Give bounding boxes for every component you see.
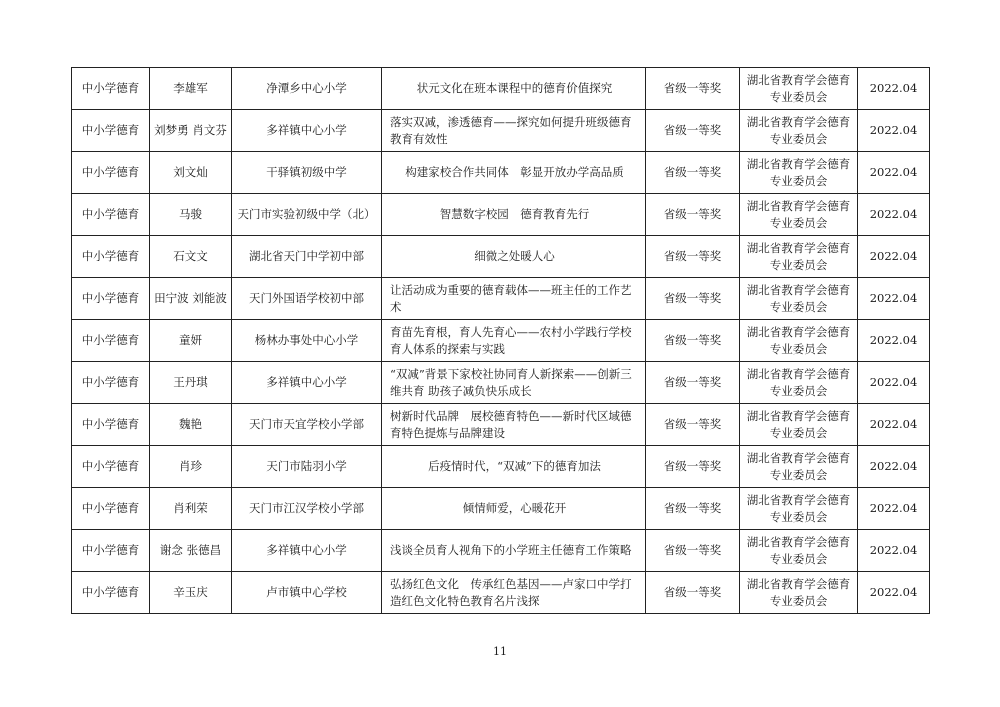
title-cell: 浅谈全员育人视角下的小学班主任德育工作策略 — [382, 530, 646, 572]
page-number: 11 — [493, 645, 507, 658]
author-cell: 辛玉庆 — [150, 572, 232, 614]
org-cell: 湖北省教育学会德育专业委员会 — [740, 68, 858, 110]
author-cell: 石文文 — [150, 236, 232, 278]
award-cell: 省级一等奖 — [646, 530, 740, 572]
table-row — [72, 152, 930, 194]
author-cell: 肖珍 — [150, 446, 232, 488]
author-cell: 王丹琪 — [150, 362, 232, 404]
category-cell: 中小学德育 — [72, 488, 150, 530]
category-cell: 中小学德育 — [72, 446, 150, 488]
award-cell: 省级一等奖 — [646, 152, 740, 194]
school-cell: 天门市实验初级中学（北） — [232, 194, 382, 236]
date-cell: 2022.04 — [858, 236, 930, 278]
org-cell: 湖北省教育学会德育专业委员会 — [740, 194, 858, 236]
award-cell: 省级一等奖 — [646, 278, 740, 320]
school-cell: 湖北省天门中学初中部 — [232, 236, 382, 278]
school-cell: 干驿镇初级中学 — [232, 152, 382, 194]
table-row — [72, 236, 930, 278]
org-cell: 湖北省教育学会德育专业委员会 — [740, 278, 858, 320]
award-cell: 省级一等奖 — [646, 68, 740, 110]
title-cell: 后疫情时代，“双减”下的德育加法 — [382, 446, 646, 488]
date-cell: 2022.04 — [858, 572, 930, 614]
school-cell: 天门市天宜学校小学部 — [232, 404, 382, 446]
date-cell: 2022.04 — [858, 278, 930, 320]
author-cell: 魏艳 — [150, 404, 232, 446]
title-cell: 育苗先育根，育人先育心——农村小学践行学校育人体系的探索与实践 — [382, 320, 646, 362]
org-cell: 湖北省教育学会德育专业委员会 — [740, 404, 858, 446]
category-cell: 中小学德育 — [72, 320, 150, 362]
date-cell: 2022.04 — [858, 404, 930, 446]
award-cell: 省级一等奖 — [646, 488, 740, 530]
award-cell: 省级一等奖 — [646, 110, 740, 152]
org-cell: 湖北省教育学会德育专业委员会 — [740, 110, 858, 152]
school-cell: 杨林办事处中心小学 — [232, 320, 382, 362]
award-cell: 省级一等奖 — [646, 236, 740, 278]
category-cell: 中小学德育 — [72, 152, 150, 194]
category-cell: 中小学德育 — [72, 362, 150, 404]
title-cell: 智慧数字校园 德育教育先行 — [382, 194, 646, 236]
title-cell: “双减”背景下家校社协同育人新探索——创新三维共育 助孩子减负快乐成长 — [382, 362, 646, 404]
table-row — [72, 488, 930, 530]
org-cell: 湖北省教育学会德育专业委员会 — [740, 488, 858, 530]
award-cell: 省级一等奖 — [646, 404, 740, 446]
category-cell: 中小学德育 — [72, 110, 150, 152]
author-cell: 马骏 — [150, 194, 232, 236]
org-cell: 湖北省教育学会德育专业委员会 — [740, 320, 858, 362]
date-cell: 2022.04 — [858, 488, 930, 530]
date-cell: 2022.04 — [858, 68, 930, 110]
org-cell: 湖北省教育学会德育专业委员会 — [740, 530, 858, 572]
table-row — [72, 572, 930, 614]
org-cell: 湖北省教育学会德育专业委员会 — [740, 572, 858, 614]
table-row — [72, 194, 930, 236]
category-cell: 中小学德育 — [72, 236, 150, 278]
date-cell: 2022.04 — [858, 362, 930, 404]
org-cell: 湖北省教育学会德育专业委员会 — [740, 362, 858, 404]
award-cell: 省级一等奖 — [646, 320, 740, 362]
date-cell: 2022.04 — [858, 152, 930, 194]
table-row — [72, 446, 930, 488]
title-cell: 倾情师爱，心暖花开 — [382, 488, 646, 530]
award-cell: 省级一等奖 — [646, 362, 740, 404]
title-cell: 细微之处暖人心 — [382, 236, 646, 278]
title-cell: 状元文化在班本课程中的德育价值探究 — [382, 68, 646, 110]
author-cell: 童妍 — [150, 320, 232, 362]
table-row — [72, 362, 930, 404]
school-cell: 天门市江汉学校小学部 — [232, 488, 382, 530]
author-cell: 田宁波 刘能波 — [150, 278, 232, 320]
award-cell: 省级一等奖 — [646, 446, 740, 488]
date-cell: 2022.04 — [858, 320, 930, 362]
award-cell: 省级一等奖 — [646, 194, 740, 236]
category-cell: 中小学德育 — [72, 278, 150, 320]
date-cell: 2022.04 — [858, 446, 930, 488]
title-cell: 弘扬红色文化 传承红色基因——卢家口中学打造红色文化特色教育名片浅探 — [382, 572, 646, 614]
school-cell: 多祥镇中心小学 — [232, 110, 382, 152]
school-cell: 卢市镇中心学校 — [232, 572, 382, 614]
title-cell: 树新时代品牌 展校德育特色——新时代区域德育特色提炼与品牌建设 — [382, 404, 646, 446]
org-cell: 湖北省教育学会德育专业委员会 — [740, 446, 858, 488]
table-row — [72, 320, 930, 362]
school-cell: 天门市陆羽小学 — [232, 446, 382, 488]
school-cell: 天门外国语学校初中部 — [232, 278, 382, 320]
title-cell: 构建家校合作共同体 彰显开放办学高品质 — [382, 152, 646, 194]
author-cell: 谢念 张德昌 — [150, 530, 232, 572]
date-cell: 2022.04 — [858, 194, 930, 236]
table-body — [72, 68, 930, 614]
author-cell: 刘文灿 — [150, 152, 232, 194]
category-cell: 中小学德育 — [72, 194, 150, 236]
author-cell: 刘梦勇 肖文芬 — [150, 110, 232, 152]
org-cell: 湖北省教育学会德育专业委员会 — [740, 236, 858, 278]
award-cell: 省级一等奖 — [646, 572, 740, 614]
date-cell: 2022.04 — [858, 530, 930, 572]
table-row — [72, 404, 930, 446]
table-row — [72, 530, 930, 572]
title-cell: 让活动成为重要的德育载体——班主任的工作艺术 — [382, 278, 646, 320]
table-row — [72, 278, 930, 320]
school-cell: 净潭乡中心小学 — [232, 68, 382, 110]
author-cell: 肖利荣 — [150, 488, 232, 530]
author-cell: 李雄军 — [150, 68, 232, 110]
org-cell: 湖北省教育学会德育专业委员会 — [740, 152, 858, 194]
school-cell: 多祥镇中心小学 — [232, 362, 382, 404]
category-cell: 中小学德育 — [72, 572, 150, 614]
category-cell: 中小学德育 — [72, 68, 150, 110]
table-row — [72, 110, 930, 152]
award-table — [71, 67, 930, 614]
date-cell: 2022.04 — [858, 110, 930, 152]
school-cell: 多祥镇中心小学 — [232, 530, 382, 572]
category-cell: 中小学德育 — [72, 404, 150, 446]
title-cell: 落实双减，渗透德育——探究如何提升班级德育教育有效性 — [382, 110, 646, 152]
category-cell: 中小学德育 — [72, 530, 150, 572]
table-row — [72, 68, 930, 110]
